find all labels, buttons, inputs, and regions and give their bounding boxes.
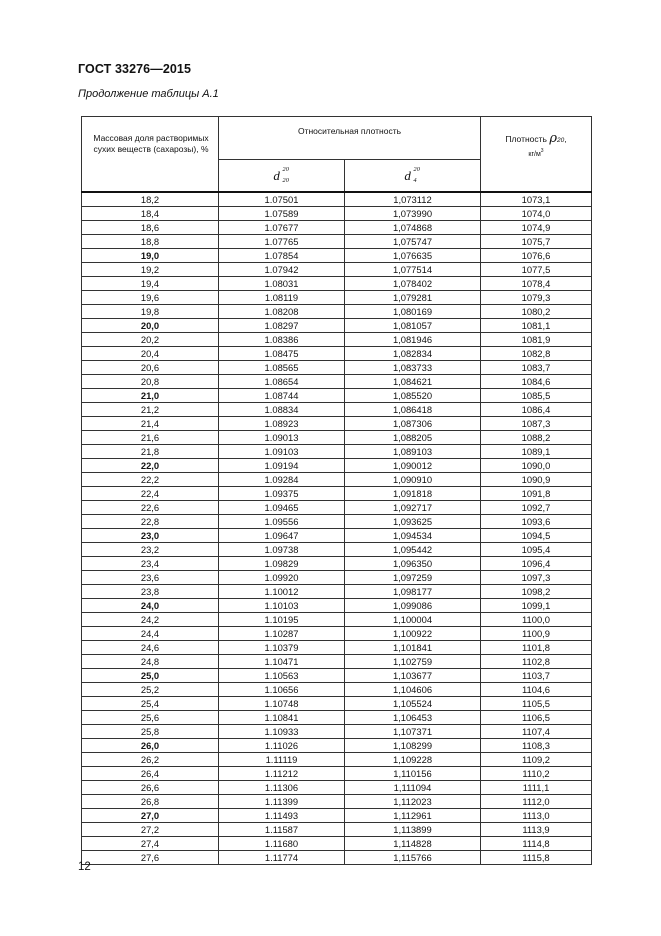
- document-standard-id: ГОСТ 33276—2015: [78, 62, 192, 76]
- table-body: [82, 192, 592, 865]
- cell-density-rho20: 1105,5: [481, 697, 592, 711]
- cell-density-d20-4: 1,080169: [345, 305, 481, 319]
- cell-mass-fraction: 18,2: [82, 192, 219, 207]
- cell-density-d20-20: 1.09920: [219, 571, 345, 585]
- table-row: [82, 851, 592, 865]
- cell-mass-fraction: 26,6: [82, 781, 219, 795]
- table-row: [82, 263, 592, 277]
- cell-density-d20-20: 1.09103: [219, 445, 345, 459]
- cell-mass-fraction: 26,8: [82, 795, 219, 809]
- cell-density-d20-20: 1.09013: [219, 431, 345, 445]
- table-row: [82, 599, 592, 613]
- cell-density-d20-4: 1,102759: [345, 655, 481, 669]
- cell-density-rho20: 1115,8: [481, 851, 592, 865]
- cell-density-d20-4: 1,076635: [345, 249, 481, 263]
- cell-density-d20-20: 1.09284: [219, 473, 345, 487]
- cell-density-d20-4: 1,100004: [345, 613, 481, 627]
- cell-density-d20-4: 1,099086: [345, 599, 481, 613]
- table-row: [82, 571, 592, 585]
- table-row: [82, 781, 592, 795]
- cell-density-d20-20: 1.08386: [219, 333, 345, 347]
- table-row: [82, 809, 592, 823]
- cell-density-d20-20: 1.07589: [219, 207, 345, 221]
- cell-density-rho20: 1082,8: [481, 347, 592, 361]
- cell-density-d20-4: 1,082834: [345, 347, 481, 361]
- cell-density-d20-20: 1.10379: [219, 641, 345, 655]
- table-row: [82, 192, 592, 207]
- table-row: [82, 627, 592, 641]
- cell-density-rho20: 1076,6: [481, 249, 592, 263]
- table-row: [82, 739, 592, 753]
- cell-mass-fraction: 24,0: [82, 599, 219, 613]
- cell-mass-fraction: 27,0: [82, 809, 219, 823]
- cell-density-rho20: 1109,2: [481, 753, 592, 767]
- table-row: [82, 459, 592, 473]
- cell-density-d20-20: 1.11587: [219, 823, 345, 837]
- cell-density-rho20: 1087,3: [481, 417, 592, 431]
- cell-density-d20-4: 1,096350: [345, 557, 481, 571]
- cell-density-d20-4: 1,073112: [345, 192, 481, 207]
- cell-mass-fraction: 21,6: [82, 431, 219, 445]
- cell-density-d20-20: 1.09375: [219, 487, 345, 501]
- cell-density-rho20: 1099,1: [481, 599, 592, 613]
- cell-density-d20-4: 1,109228: [345, 753, 481, 767]
- cell-mass-fraction: 19,2: [82, 263, 219, 277]
- cell-density-d20-20: 1.08834: [219, 403, 345, 417]
- cell-density-d20-20: 1.09738: [219, 543, 345, 557]
- cell-density-rho20: 1093,6: [481, 515, 592, 529]
- cell-density-d20-4: 1,091818: [345, 487, 481, 501]
- cell-density-d20-20: 1.11119: [219, 753, 345, 767]
- cell-mass-fraction: 23,8: [82, 585, 219, 599]
- cell-density-rho20: 1112,0: [481, 795, 592, 809]
- table-row: [82, 725, 592, 739]
- cell-density-d20-20: 1.10103: [219, 599, 345, 613]
- table-row: [82, 347, 592, 361]
- cell-density-rho20: 1081,1: [481, 319, 592, 333]
- cell-density-rho20: 1096,4: [481, 557, 592, 571]
- d-subscript: 4: [413, 176, 417, 184]
- cell-density-d20-20: 1.07942: [219, 263, 345, 277]
- cell-density-d20-20: 1.11026: [219, 739, 345, 753]
- cell-density-rho20: 1075,7: [481, 235, 592, 249]
- cell-mass-fraction: 25,4: [82, 697, 219, 711]
- cell-density-d20-4: 1,113899: [345, 823, 481, 837]
- cell-density-d20-20: 1.10748: [219, 697, 345, 711]
- cell-density-d20-20: 1.11306: [219, 781, 345, 795]
- table-row: [82, 431, 592, 445]
- table-row: [82, 823, 592, 837]
- cell-density-rho20: 1094,5: [481, 529, 592, 543]
- cell-density-d20-20: 1.10195: [219, 613, 345, 627]
- cell-density-rho20: 1102,8: [481, 655, 592, 669]
- cell-density-d20-4: 1,074868: [345, 221, 481, 235]
- table-row: [82, 487, 592, 501]
- table-row: [82, 613, 592, 627]
- cell-density-d20-4: 1,093625: [345, 515, 481, 529]
- cell-mass-fraction: 21,8: [82, 445, 219, 459]
- cell-density-d20-20: 1.08923: [219, 417, 345, 431]
- cell-density-d20-4: 1,114828: [345, 837, 481, 851]
- cell-density-d20-20: 1.08654: [219, 375, 345, 389]
- d-symbol: d: [404, 167, 411, 183]
- cell-density-d20-4: 1,104606: [345, 683, 481, 697]
- cell-mass-fraction: 25,2: [82, 683, 219, 697]
- cell-density-d20-4: 1,111094: [345, 781, 481, 795]
- cell-mass-fraction: 25,6: [82, 711, 219, 725]
- cell-density-d20-4: 1,083733: [345, 361, 481, 375]
- table-row: [82, 403, 592, 417]
- cell-density-rho20: 1081,9: [481, 333, 592, 347]
- cell-mass-fraction: 27,2: [82, 823, 219, 837]
- cell-mass-fraction: 19,6: [82, 291, 219, 305]
- cell-density-d20-20: 1.11680: [219, 837, 345, 851]
- cell-density-d20-4: 1,095442: [345, 543, 481, 557]
- cell-density-d20-20: 1.07677: [219, 221, 345, 235]
- table-row: [82, 235, 592, 249]
- cell-mass-fraction: 20,4: [82, 347, 219, 361]
- cell-density-rho20: 1113,9: [481, 823, 592, 837]
- table-row: [82, 669, 592, 683]
- cell-density-d20-20: 1.07765: [219, 235, 345, 249]
- cell-density-d20-20: 1.07854: [219, 249, 345, 263]
- cell-density-d20-20: 1.07501: [219, 192, 345, 207]
- cell-density-rho20: 1080,2: [481, 305, 592, 319]
- cell-density-d20-4: 1,112023: [345, 795, 481, 809]
- d-superscript: 20: [282, 165, 289, 173]
- table-row: [82, 753, 592, 767]
- cell-density-d20-20: 1.10012: [219, 585, 345, 599]
- cell-density-d20-4: 1,092717: [345, 501, 481, 515]
- table-row: [82, 445, 592, 459]
- cell-mass-fraction: 19,0: [82, 249, 219, 263]
- cell-mass-fraction: 26,4: [82, 767, 219, 781]
- cell-density-d20-4: 1,087306: [345, 417, 481, 431]
- cell-density-rho20: 1088,2: [481, 431, 592, 445]
- cell-mass-fraction: 22,8: [82, 515, 219, 529]
- cell-mass-fraction: 27,4: [82, 837, 219, 851]
- cell-density-d20-20: 1.10563: [219, 669, 345, 683]
- table-row: [82, 515, 592, 529]
- cell-density-rho20: 1108,3: [481, 739, 592, 753]
- cell-density-rho20: 1091,8: [481, 487, 592, 501]
- cell-density-rho20: 1074,9: [481, 221, 592, 235]
- cell-mass-fraction: 22,4: [82, 487, 219, 501]
- cell-density-rho20: 1095,4: [481, 543, 592, 557]
- cell-mass-fraction: 18,4: [82, 207, 219, 221]
- cell-density-d20-4: 1,075747: [345, 235, 481, 249]
- cell-density-rho20: 1101,8: [481, 641, 592, 655]
- cell-density-rho20: 1114,8: [481, 837, 592, 851]
- table-row: [82, 221, 592, 235]
- cell-mass-fraction: 22,0: [82, 459, 219, 473]
- table-row: [82, 655, 592, 669]
- table-row: [82, 543, 592, 557]
- table-row: [82, 319, 592, 333]
- table-row: [82, 711, 592, 725]
- cell-density-rho20: 1113,0: [481, 809, 592, 823]
- cell-density-d20-4: 1,081057: [345, 319, 481, 333]
- cell-density-d20-20: 1.11493: [219, 809, 345, 823]
- density-unit: кг/м: [528, 150, 541, 158]
- rho-symbol: ρ: [549, 131, 557, 146]
- cell-mass-fraction: 20,8: [82, 375, 219, 389]
- cell-mass-fraction: 26,0: [82, 739, 219, 753]
- table-row: [82, 207, 592, 221]
- cell-density-d20-4: 1,108299: [345, 739, 481, 753]
- table-row: [82, 837, 592, 851]
- header-d20-4: [345, 159, 481, 192]
- cell-density-d20-4: 1,084621: [345, 375, 481, 389]
- cell-density-rho20: 1073,1: [481, 192, 592, 207]
- cell-mass-fraction: 26,2: [82, 753, 219, 767]
- cell-mass-fraction: 23,0: [82, 529, 219, 543]
- cell-mass-fraction: 25,0: [82, 669, 219, 683]
- cell-density-rho20: 1086,4: [481, 403, 592, 417]
- cell-density-d20-20: 1.09829: [219, 557, 345, 571]
- cell-density-rho20: 1090,9: [481, 473, 592, 487]
- cell-density-rho20: 1089,1: [481, 445, 592, 459]
- cell-density-rho20: 1100,9: [481, 627, 592, 641]
- cell-density-d20-20: 1.11399: [219, 795, 345, 809]
- cell-density-d20-4: 1,103677: [345, 669, 481, 683]
- cell-mass-fraction: 18,8: [82, 235, 219, 249]
- cell-density-d20-4: 1,110156: [345, 767, 481, 781]
- cell-density-rho20: 1084,6: [481, 375, 592, 389]
- density-unit-sup: 3: [540, 148, 544, 154]
- cell-density-d20-4: 1,089103: [345, 445, 481, 459]
- cell-density-d20-4: 1,088205: [345, 431, 481, 445]
- cell-density-d20-20: 1.08031: [219, 277, 345, 291]
- cell-mass-fraction: 23,4: [82, 557, 219, 571]
- table-row: [82, 501, 592, 515]
- table-row: [82, 389, 592, 403]
- header-relative-density: Относительная плотность: [219, 117, 481, 160]
- cell-density-d20-4: 1,077514: [345, 263, 481, 277]
- d-superscript: 20: [413, 165, 420, 173]
- cell-density-rho20: 1111,1: [481, 781, 592, 795]
- cell-mass-fraction: 20,0: [82, 319, 219, 333]
- cell-mass-fraction: 27,6: [82, 851, 219, 865]
- cell-density-d20-20: 1.10933: [219, 725, 345, 739]
- cell-mass-fraction: 18,6: [82, 221, 219, 235]
- cell-density-d20-20: 1.08744: [219, 389, 345, 403]
- table-row: [82, 557, 592, 571]
- cell-density-d20-4: 1,100922: [345, 627, 481, 641]
- d-subscript: 20: [282, 176, 289, 184]
- cell-density-d20-20: 1.09556: [219, 515, 345, 529]
- cell-density-rho20: 1107,4: [481, 725, 592, 739]
- cell-density-d20-20: 1.09194: [219, 459, 345, 473]
- cell-mass-fraction: 24,4: [82, 627, 219, 641]
- cell-density-rho20: 1074,0: [481, 207, 592, 221]
- cell-density-d20-4: 1,101841: [345, 641, 481, 655]
- cell-density-rho20: 1104,6: [481, 683, 592, 697]
- cell-density-d20-4: 1,090012: [345, 459, 481, 473]
- cell-mass-fraction: 24,8: [82, 655, 219, 669]
- cell-density-rho20: 1097,3: [481, 571, 592, 585]
- cell-mass-fraction: 21,2: [82, 403, 219, 417]
- cell-density-d20-20: 1.11212: [219, 767, 345, 781]
- d-symbol: d: [273, 167, 280, 183]
- cell-density-d20-4: 1,085520: [345, 389, 481, 403]
- cell-density-d20-20: 1.09647: [219, 529, 345, 543]
- cell-density-rho20: 1110,2: [481, 767, 592, 781]
- cell-density-d20-20: 1.08119: [219, 291, 345, 305]
- cell-density-d20-20: 1.10841: [219, 711, 345, 725]
- table-row: [82, 361, 592, 375]
- cell-mass-fraction: 21,4: [82, 417, 219, 431]
- cell-density-d20-20: 1.10471: [219, 655, 345, 669]
- rho-subscript: 20: [557, 137, 565, 144]
- header-density: [481, 117, 592, 193]
- table-row: [82, 291, 592, 305]
- header-d20-20: [219, 159, 345, 192]
- cell-mass-fraction: 24,6: [82, 641, 219, 655]
- density-table: [81, 116, 592, 865]
- cell-mass-fraction: 20,6: [82, 361, 219, 375]
- table-continuation-caption: Продолжение таблицы А.1: [78, 88, 219, 100]
- cell-density-d20-4: 1,112961: [345, 809, 481, 823]
- cell-mass-fraction: 22,6: [82, 501, 219, 515]
- table-row: [82, 683, 592, 697]
- cell-density-rho20: 1077,5: [481, 263, 592, 277]
- cell-density-d20-20: 1.09465: [219, 501, 345, 515]
- cell-density-d20-4: 1,078402: [345, 277, 481, 291]
- cell-mass-fraction: 21,0: [82, 389, 219, 403]
- table-row: [82, 249, 592, 263]
- cell-mass-fraction: 22,2: [82, 473, 219, 487]
- cell-density-d20-20: 1.08297: [219, 319, 345, 333]
- density-label: Плотность: [505, 134, 547, 144]
- table-row: [82, 641, 592, 655]
- cell-density-d20-4: 1,106453: [345, 711, 481, 725]
- cell-density-rho20: 1090,0: [481, 459, 592, 473]
- cell-density-d20-4: 1,079281: [345, 291, 481, 305]
- cell-density-d20-4: 1,090910: [345, 473, 481, 487]
- cell-density-rho20: 1079,3: [481, 291, 592, 305]
- cell-density-d20-4: 1,086418: [345, 403, 481, 417]
- cell-density-d20-4: 1,115766: [345, 851, 481, 865]
- table-row: [82, 529, 592, 543]
- cell-density-d20-4: 1,073990: [345, 207, 481, 221]
- table-row: [82, 767, 592, 781]
- cell-density-d20-4: 1,105524: [345, 697, 481, 711]
- table-row: [82, 277, 592, 291]
- cell-mass-fraction: 19,8: [82, 305, 219, 319]
- cell-density-rho20: 1085,5: [481, 389, 592, 403]
- cell-mass-fraction: 20,2: [82, 333, 219, 347]
- cell-density-d20-20: 1.11774: [219, 851, 345, 865]
- cell-density-d20-20: 1.10287: [219, 627, 345, 641]
- table-row: [82, 473, 592, 487]
- cell-density-rho20: 1103,7: [481, 669, 592, 683]
- cell-density-d20-4: 1,107371: [345, 725, 481, 739]
- table-row: [82, 697, 592, 711]
- table-row: [82, 375, 592, 389]
- table-row: [82, 333, 592, 347]
- cell-density-rho20: 1106,5: [481, 711, 592, 725]
- cell-density-d20-4: 1,094534: [345, 529, 481, 543]
- cell-density-d20-4: 1,081946: [345, 333, 481, 347]
- cell-density-rho20: 1083,7: [481, 361, 592, 375]
- cell-density-rho20: 1092,7: [481, 501, 592, 515]
- cell-mass-fraction: 23,6: [82, 571, 219, 585]
- cell-density-d20-20: 1.08475: [219, 347, 345, 361]
- cell-density-d20-20: 1.10656: [219, 683, 345, 697]
- cell-mass-fraction: 25,8: [82, 725, 219, 739]
- table-row: [82, 795, 592, 809]
- cell-density-d20-20: 1.08208: [219, 305, 345, 319]
- cell-density-d20-4: 1,098177: [345, 585, 481, 599]
- cell-mass-fraction: 24,2: [82, 613, 219, 627]
- header-mass-fraction: Массовая доля растворимых сухих веществ (сахарозы), %: [82, 117, 219, 193]
- table-row: [82, 585, 592, 599]
- table-row: [82, 305, 592, 319]
- cell-density-rho20: 1100,0: [481, 613, 592, 627]
- cell-density-d20-20: 1.08565: [219, 361, 345, 375]
- density-comma: ,: [564, 134, 567, 144]
- page-number: 12: [78, 861, 91, 873]
- cell-mass-fraction: 23,2: [82, 543, 219, 557]
- cell-density-rho20: 1078,4: [481, 277, 592, 291]
- cell-mass-fraction: 19,4: [82, 277, 219, 291]
- cell-density-rho20: 1098,2: [481, 585, 592, 599]
- table-row: [82, 417, 592, 431]
- cell-density-d20-4: 1,097259: [345, 571, 481, 585]
